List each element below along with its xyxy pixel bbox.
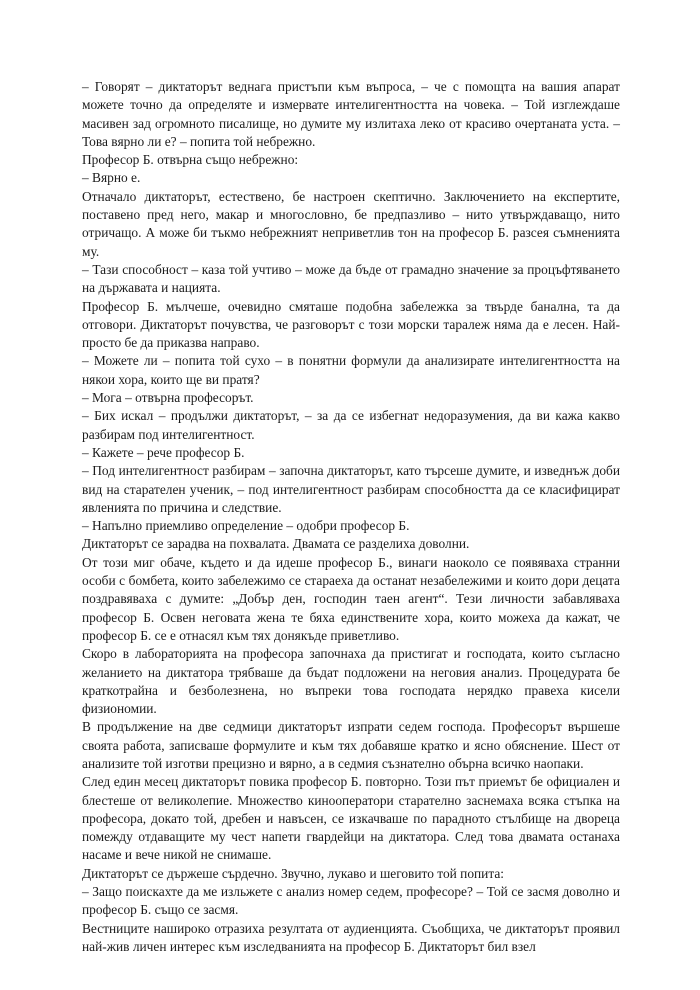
paragraph: – Бих искал – продължи диктаторът, – за да се избегнат недоразумения, да ви кажа какво разбирам под интелигентност. [82,408,620,442]
paragraph: – Напълно приемливо определение – одобри професор Б. [82,518,410,534]
paragraph: Вестниците нашироко отразиха резултата от аудиенцията. Съобщиха, че диктаторът проявил най-жив личен интерес към изследванията на професор Б. Диктаторът бил взел [82,920,620,954]
paragraph: – Вярно е. [82,170,141,186]
paragraph: След един месец диктаторът повика професор Б. повторно. Този път приемът бе официален и блестеше от великолепие. Множество кинооператори старателно заснемаха всяка стъпка на професора, докато той, дребен и навъсен, се изкачваше по парадното стълбище на двореца помежду отдаващите му чест напети гвардейци на диктатора. След това двамата останаха насаме и вече никой не снимаше. [82,774,620,863]
paragraph: Професор Б. отвърна също небрежно: [82,152,299,168]
paragraph: – Тази способност – каза той учтиво – може да бъде от грамадно значение за процъфтяването на държавата и нацията. [82,261,620,296]
paragraph: От този миг обаче, където и да идеше професор Б., винаги наоколо се появяваха странни особи с бомбета, които забележимо се стараеха да останат незабележими и които дори децата поздравяваха с думите: „Добър ден, господин таен агент“. Тези личности забавляваха професор Б. Освен неговата жена те бяха единствените хора, които можеха да кажат, че професор Б. се е отнасял към тях донякъде приветливо. [82,554,620,643]
paragraph: Диктаторът се зарадва на похвалата. Двамата се разделиха доволни. [82,536,470,552]
paragraph: В продължение на две седмици диктаторът изпрати седем господа. Професорът вършеше своята работа, записваше формулите и към тях добавяше кратко и ясно обяснение. Шест от анализите той изготви прецизно и вярно, а в седмия съзнателно обърна всичко наопаки. [82,719,620,771]
paragraph: Скоро в лабораторията на професора започнаха да пристигат и господата, които съгласно желанието на диктатора трябваше да бъдат подложени на неговия анализ. Процедурата бе краткотрайна и безболезнена, но въпреки това господата нерядко правеха кисели физиономии. [82,646,620,717]
paragraph: – Можете ли – попита той сухо – в понятни формули да анализирате интелигентността на някои хора, които ще ви пратя? [82,353,620,387]
paragraph: Отначало диктаторът, естествено, бе настроен скептично. Заключението на експертите, поставено пред него, макар и многословно, бе предпазливо – нито утвърждаващо, нито отричащо. А може би тъкмо небрежният неприветлив тон на професор Б. разсея съмненията му. [82,188,620,259]
paragraph: Диктаторът се държеше сърдечно. Звучно, лукаво и шеговито той попита: [82,865,505,881]
paragraph: – Кажете – рече професор Б. [82,444,245,460]
paragraph: – Говорят – диктаторът веднага пристъпи към въпроса, – че с помощта на вашия апарат можете точно да определяте и измервате интелигентността на човека. – Той изглеждаше масивен зад огромното писалище, но думите му излитаха леко от красиво очертаната уста. – Това вярно ли е? – попита той небрежно. [82,79,620,149]
paragraph: – Под интелигентност разбирам – започна диктаторът, като търсеше думите, и изведнъж доби вид на старателен ученик, – под интелигентност разбирам способността да се класифицират явленията по причина и следствие. [82,463,620,515]
paragraph: – Мога – отвърна професорът. [82,390,254,406]
paragraph: Професор Б. мълчеше, очевидно смяташе подобна забележка за твърде банална, та да отговори. Диктаторът почувства, че разговорът с този морски таралеж няма да е лесен. Най-просто бе да приказва направо. [82,298,620,351]
paragraph: – Защо поискахте да ме изльжете с анализ номер седем, професоре? – Той се засмя доволно и професор Б. също се засмя. [82,884,620,918]
document-page [82,78,620,956]
